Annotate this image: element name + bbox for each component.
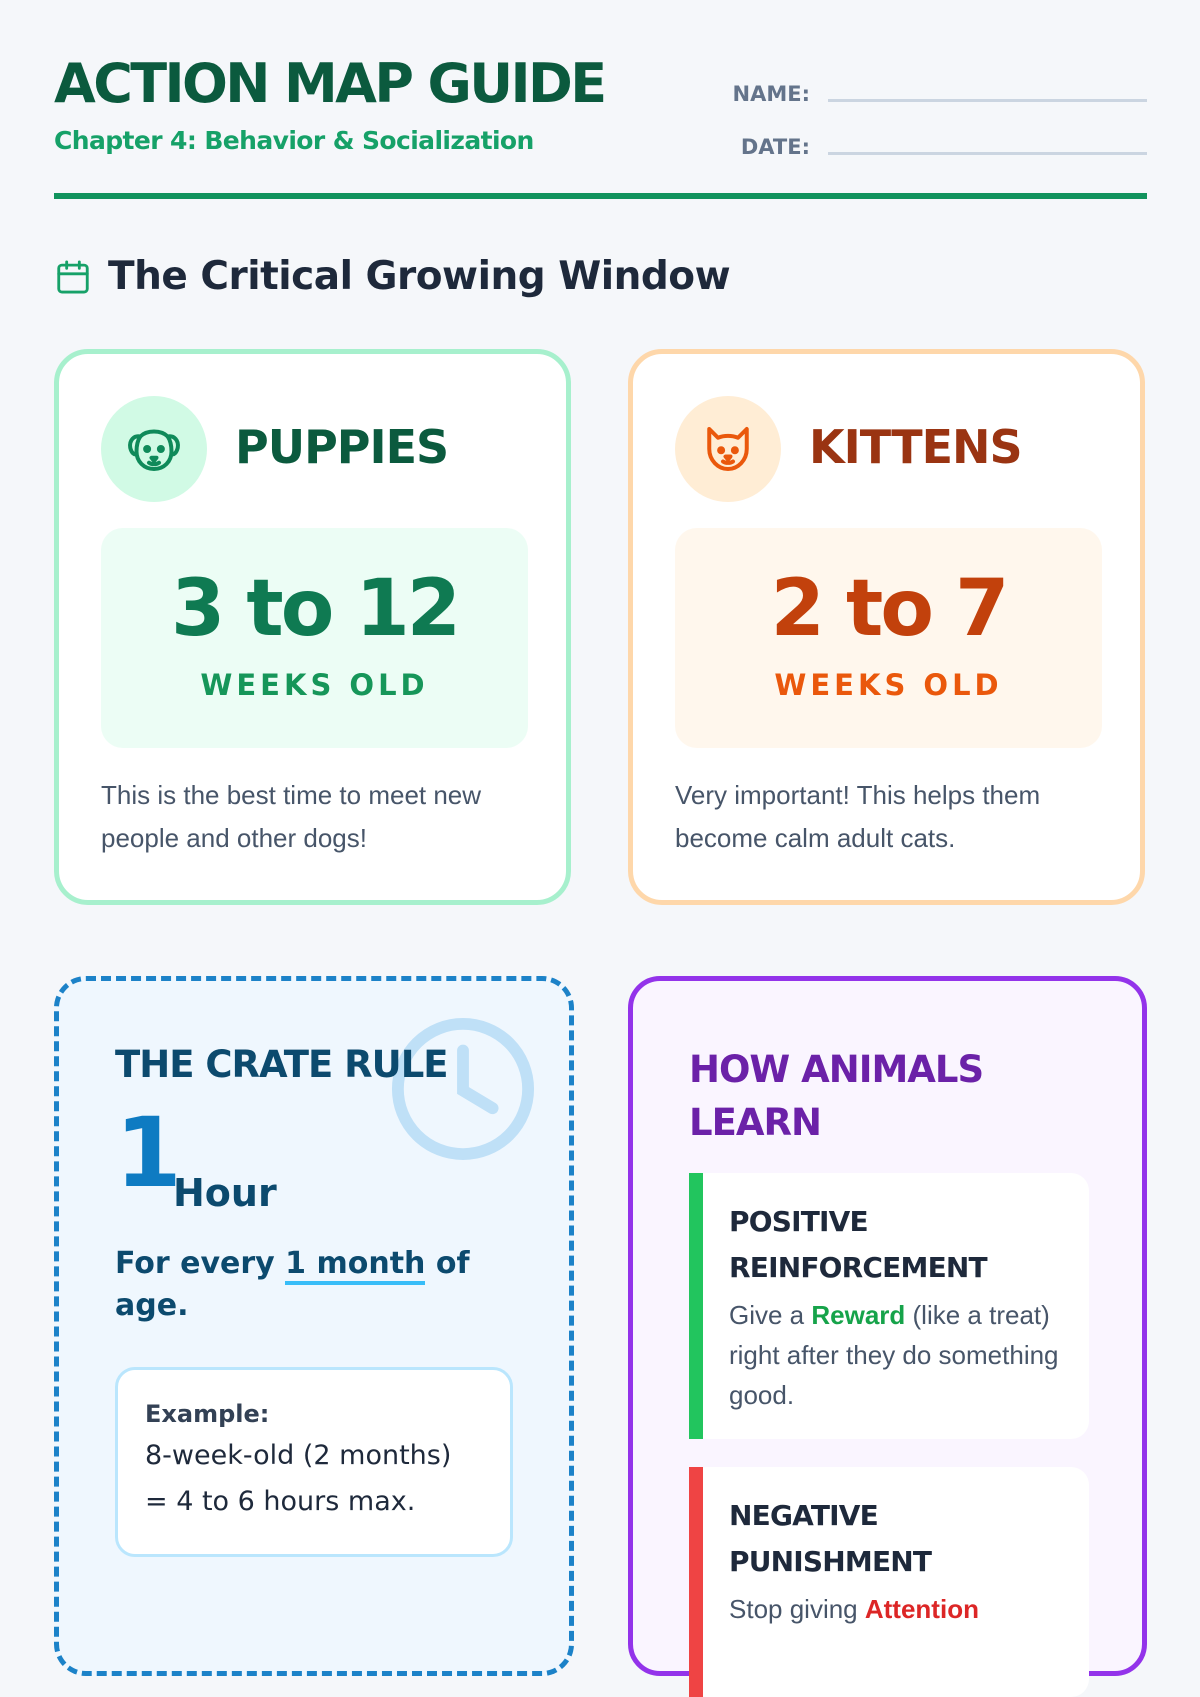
crate-hours-number: 1	[115, 1097, 178, 1209]
kittens-heading: KITTENS	[809, 420, 1022, 474]
positive-desc-prefix: Give a	[729, 1300, 812, 1330]
positive-reinforcement-card	[689, 1173, 1089, 1439]
kittens-age-unit: WEEKS OLD	[774, 668, 1003, 702]
crate-rule-card	[54, 976, 574, 1676]
positive-accent-bar	[689, 1173, 703, 1439]
puppies-card	[54, 349, 571, 905]
negative-desc-highlight: Attention	[864, 1594, 979, 1624]
example-line-1: 8-week-old (2 months)	[145, 1440, 452, 1471]
calendar-icon	[54, 258, 92, 296]
name-field[interactable]	[828, 99, 1147, 102]
date-field[interactable]	[828, 152, 1147, 155]
dog-icon	[124, 419, 184, 479]
negative-description	[729, 1589, 1069, 1629]
positive-description	[729, 1295, 1069, 1415]
puppies-description: This is the best time to meet new people and other dogs!	[101, 780, 482, 853]
negative-desc-prefix: Stop giving	[729, 1594, 865, 1624]
negative-punishment-card	[689, 1467, 1089, 1697]
crate-rule-prefix: For every	[115, 1246, 286, 1281]
chapter-subtitle: Chapter 4: Behavior & Socialization	[54, 126, 534, 155]
learn-title: HOW ANIMALS LEARN	[689, 1048, 984, 1144]
positive-title: POSITIVE REINFORCEMENT	[729, 1205, 987, 1284]
crate-rule-text	[115, 1243, 495, 1327]
negative-accent-bar	[689, 1467, 703, 1697]
negative-title: NEGATIVE PUNISHMENT	[729, 1499, 932, 1578]
crate-rule-highlight: 1 month	[285, 1246, 425, 1285]
cat-icon	[698, 419, 758, 479]
crate-rule-title: THE CRATE RULE	[115, 1043, 448, 1086]
page-title: ACTION MAP GUIDE	[54, 52, 605, 115]
kittens-age-range: 2 to 7	[770, 564, 1007, 654]
crate-rule-suffix: of age.	[115, 1246, 470, 1323]
example-line-2: = 4 to 6 hours max.	[145, 1486, 416, 1517]
how-animals-learn-card	[628, 976, 1147, 1676]
kitten-avatar	[675, 396, 781, 502]
puppies-age-box	[101, 528, 528, 748]
puppies-age-unit: WEEKS OLD	[200, 668, 429, 702]
kittens-card	[628, 349, 1145, 905]
clock-icon	[389, 1015, 537, 1163]
example-label: Example:	[145, 1400, 270, 1428]
section-heading	[54, 254, 730, 299]
header-divider	[54, 193, 1147, 199]
puppy-avatar	[101, 396, 207, 502]
positive-desc-suffix: (like a treat) right after they do something good.	[729, 1300, 1059, 1410]
crate-example-box	[115, 1367, 513, 1557]
crate-hours-unit: Hour	[173, 1171, 277, 1215]
kittens-description: Very important! This helps them become calm adult cats.	[675, 780, 1041, 853]
kittens-age-box	[675, 528, 1102, 748]
date-label: DATE:	[740, 135, 810, 159]
puppies-age-range: 3 to 12	[170, 564, 458, 654]
positive-desc-highlight: Reward	[811, 1300, 906, 1330]
name-label: NAME:	[732, 82, 810, 106]
section-title: The Critical Growing Window	[108, 254, 731, 299]
puppies-heading: PUPPIES	[235, 420, 449, 474]
